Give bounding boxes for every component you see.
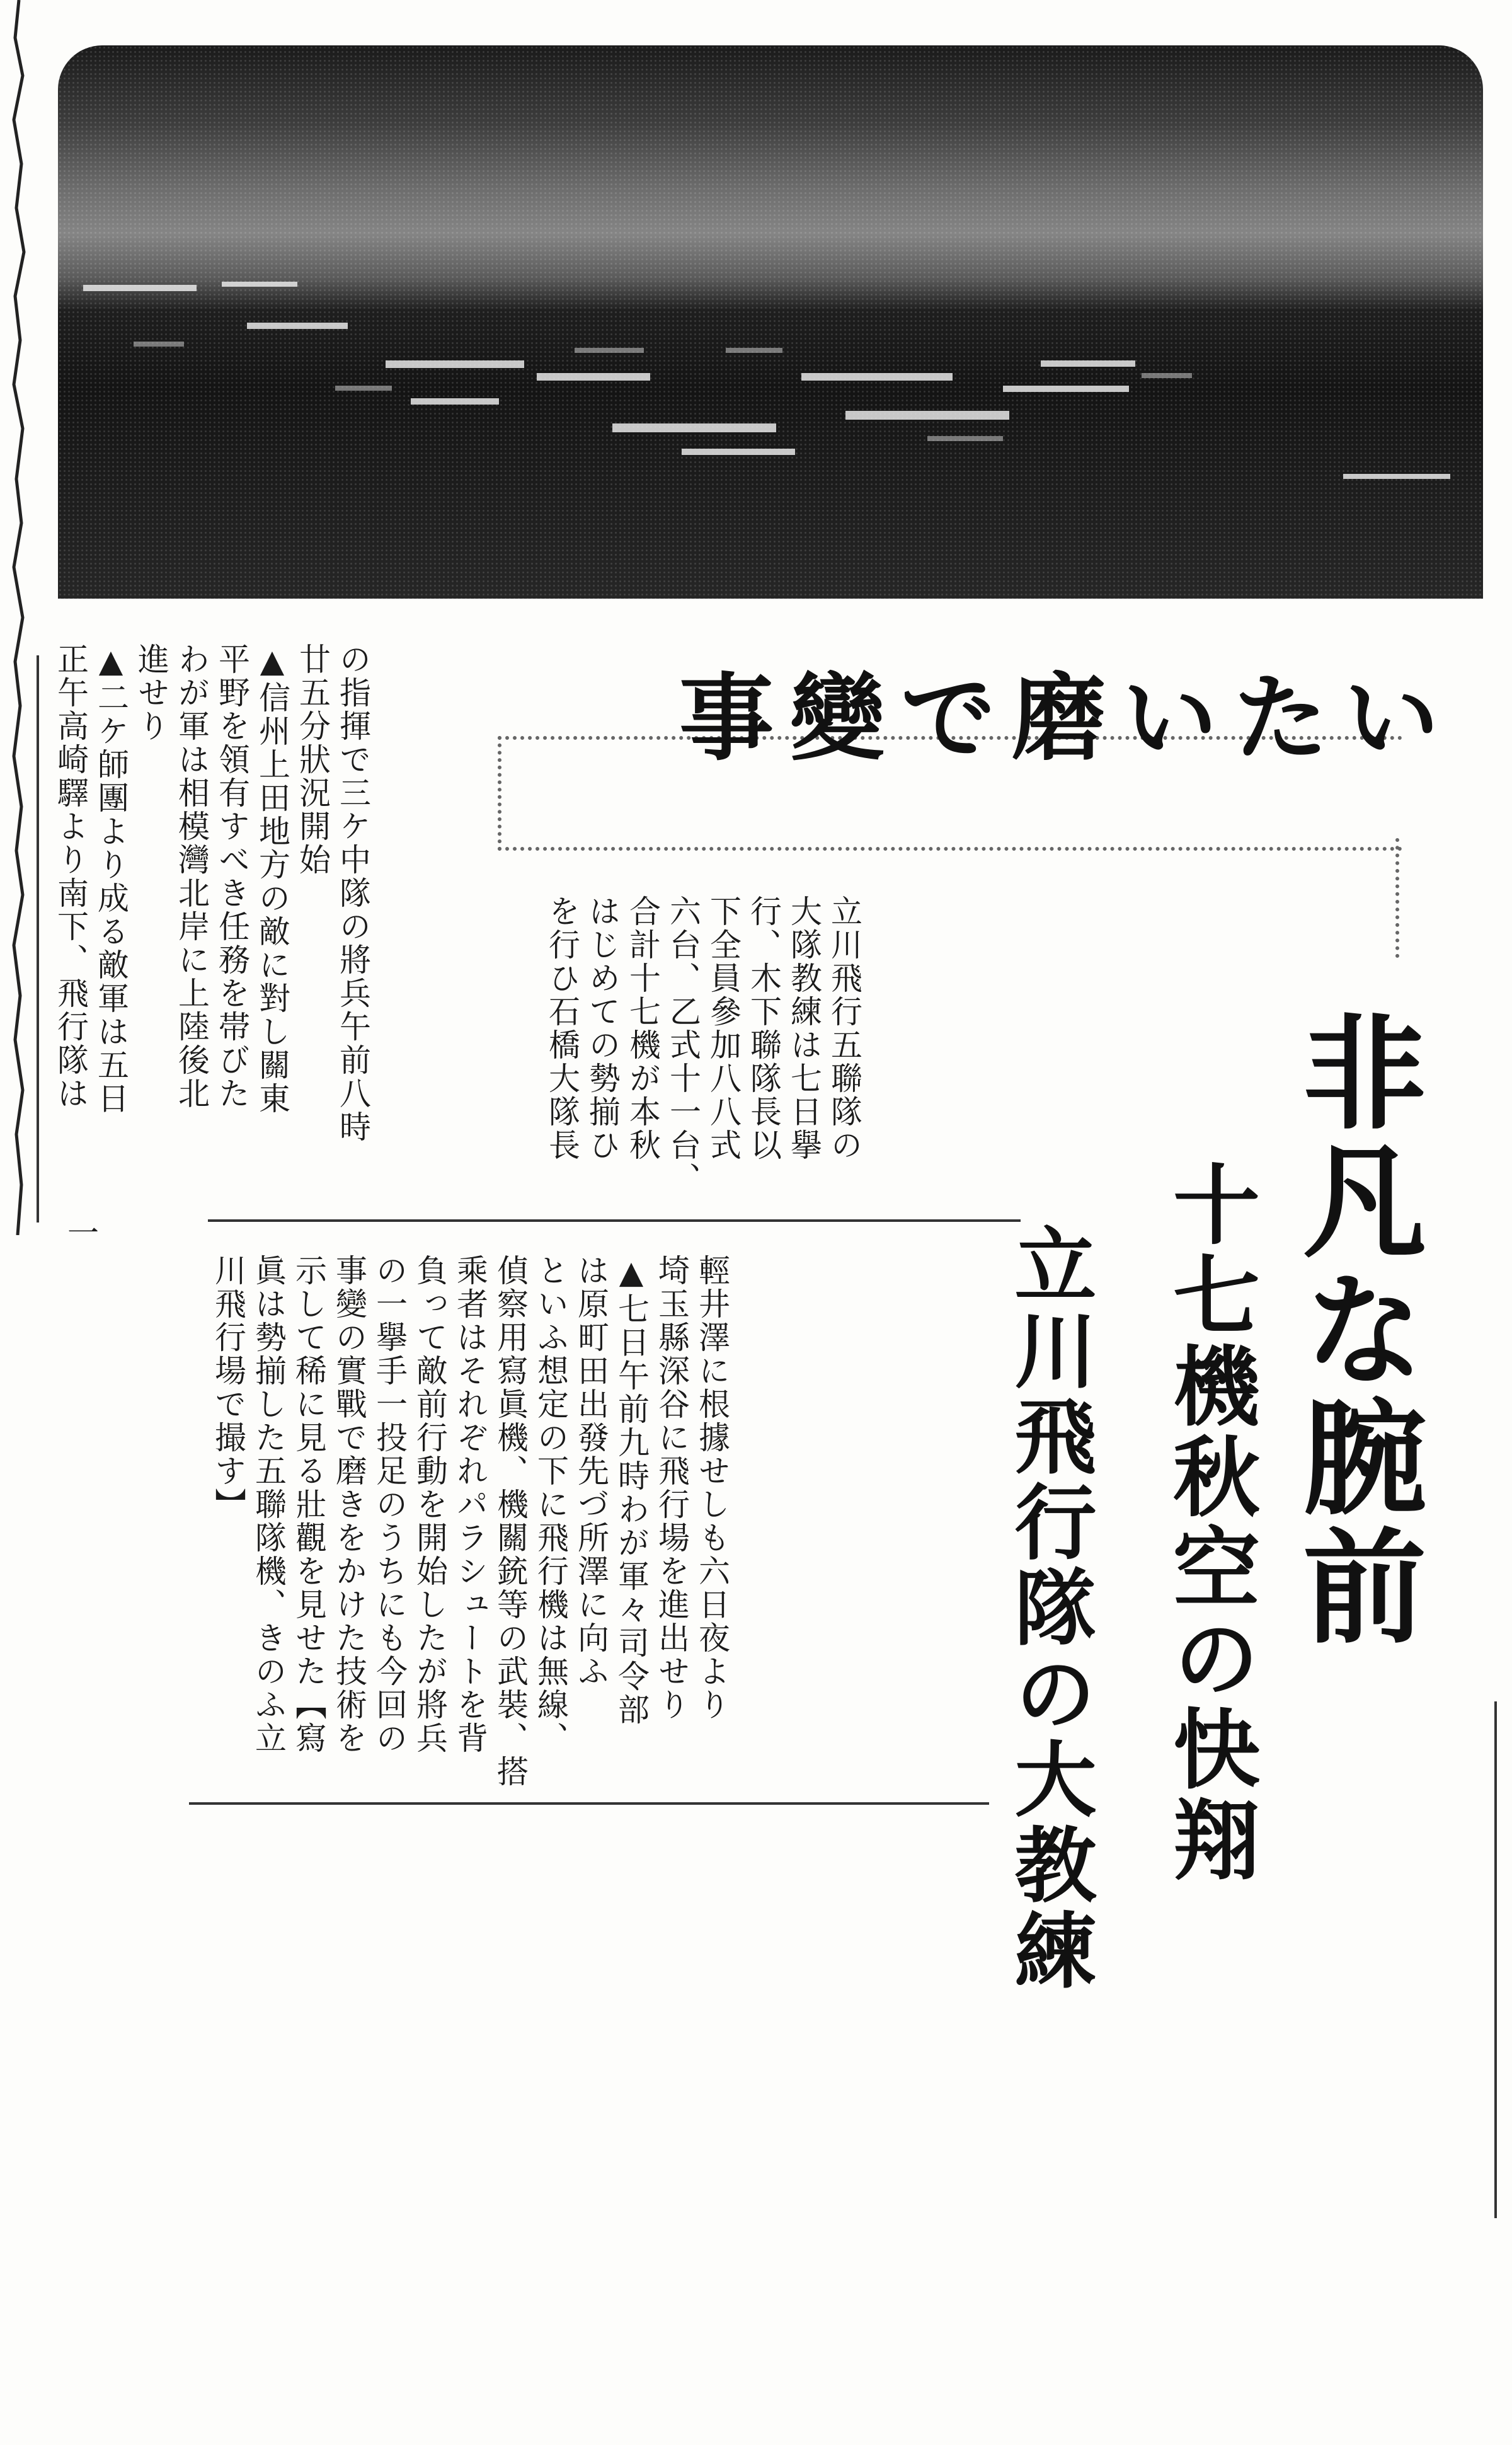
body-line: 事變の實戰で磨きをかけた技術を	[331, 1254, 367, 1755]
body-column-right	[208, 1254, 732, 1809]
body-line: は原町田出發先づ所澤に向ふ	[573, 1254, 609, 1688]
body-line: 負って敵前行動を開始したが將兵	[411, 1254, 448, 1755]
column-rule-left-vertical	[37, 655, 39, 1222]
body-line: 行、木下聯隊長以	[745, 895, 782, 1162]
body-line: 六台、乙式十一台、	[665, 895, 701, 1195]
body-line: 偵察用寫眞機、機關銃等の武裝、搭	[492, 1254, 529, 1788]
column-rule-bottom-left	[208, 1219, 1021, 1222]
body-line: を行ひ石橋大隊長	[544, 895, 580, 1162]
title-sub-2: 立川飛行隊の大教練	[1001, 1222, 1097, 1994]
body-line: 合計十七機が本秋	[624, 895, 661, 1162]
body-line: 川飛行場で撮す】	[210, 1254, 246, 1521]
body-line: はじめての勢揃ひ	[584, 895, 621, 1162]
body-line: 正午高崎驛より南下、飛行隊は	[52, 643, 89, 1110]
article-photo	[58, 45, 1483, 599]
body-line: 眞は勢揃した五聯隊機、きのふ立	[250, 1254, 287, 1755]
headline-dotted-frame-connector	[1395, 838, 1403, 958]
torn-edge	[6, 0, 32, 1235]
title-main: 非凡な腕前	[1282, 1008, 1427, 1651]
body-line: ▲七日午前九時わが軍々司令部	[613, 1254, 650, 1727]
body-line: といふ想定の下に飛行機は無線、	[532, 1254, 569, 1755]
body-line: 進せり	[133, 643, 169, 743]
column-continued-mark: 一	[62, 1216, 99, 1250]
column-rule-bottom-right	[189, 1802, 989, 1805]
body-line: 立川飛行五聯隊の	[826, 895, 862, 1162]
body-line: 廿五分狀況開始	[294, 643, 331, 877]
body-column-left	[50, 643, 373, 1197]
body-line: わが軍は相模灣北岸に上陸後北	[173, 643, 210, 1110]
body-line: ▲二ケ師團より成る敵軍は五日	[93, 643, 129, 1115]
body-column-middle	[542, 895, 864, 1222]
body-line: 下全員參加八八式	[705, 895, 742, 1162]
airfield-aircraft-lights	[58, 45, 1483, 599]
body-line: 埼玉縣深谷に飛行場を進出せり	[653, 1254, 690, 1722]
body-line: 輕井澤に根據せしも六日夜より	[694, 1254, 730, 1722]
body-line: 大隊教練は七日擧	[786, 895, 822, 1162]
body-line: の指揮で三ケ中隊の將兵午前八時	[335, 643, 371, 1144]
body-line: ▲信州上田地方の敵に對し關東	[254, 643, 290, 1115]
body-line: 乘者はそれぞれパラシュートを背	[452, 1254, 488, 1755]
column-rule-right-vertical	[1494, 1701, 1497, 2218]
body-line: 平野を領有すべき任務を帯びた	[214, 643, 250, 1110]
body-line: 示して稀に見る壯觀を見せた【寫	[290, 1254, 327, 1755]
title-sub-1: 十七機秋空の快翔	[1159, 1159, 1261, 1885]
headline: 事變で磨いたい	[679, 663, 1455, 774]
body-line: の一擧手一投足のうちにも今回の	[371, 1254, 408, 1755]
